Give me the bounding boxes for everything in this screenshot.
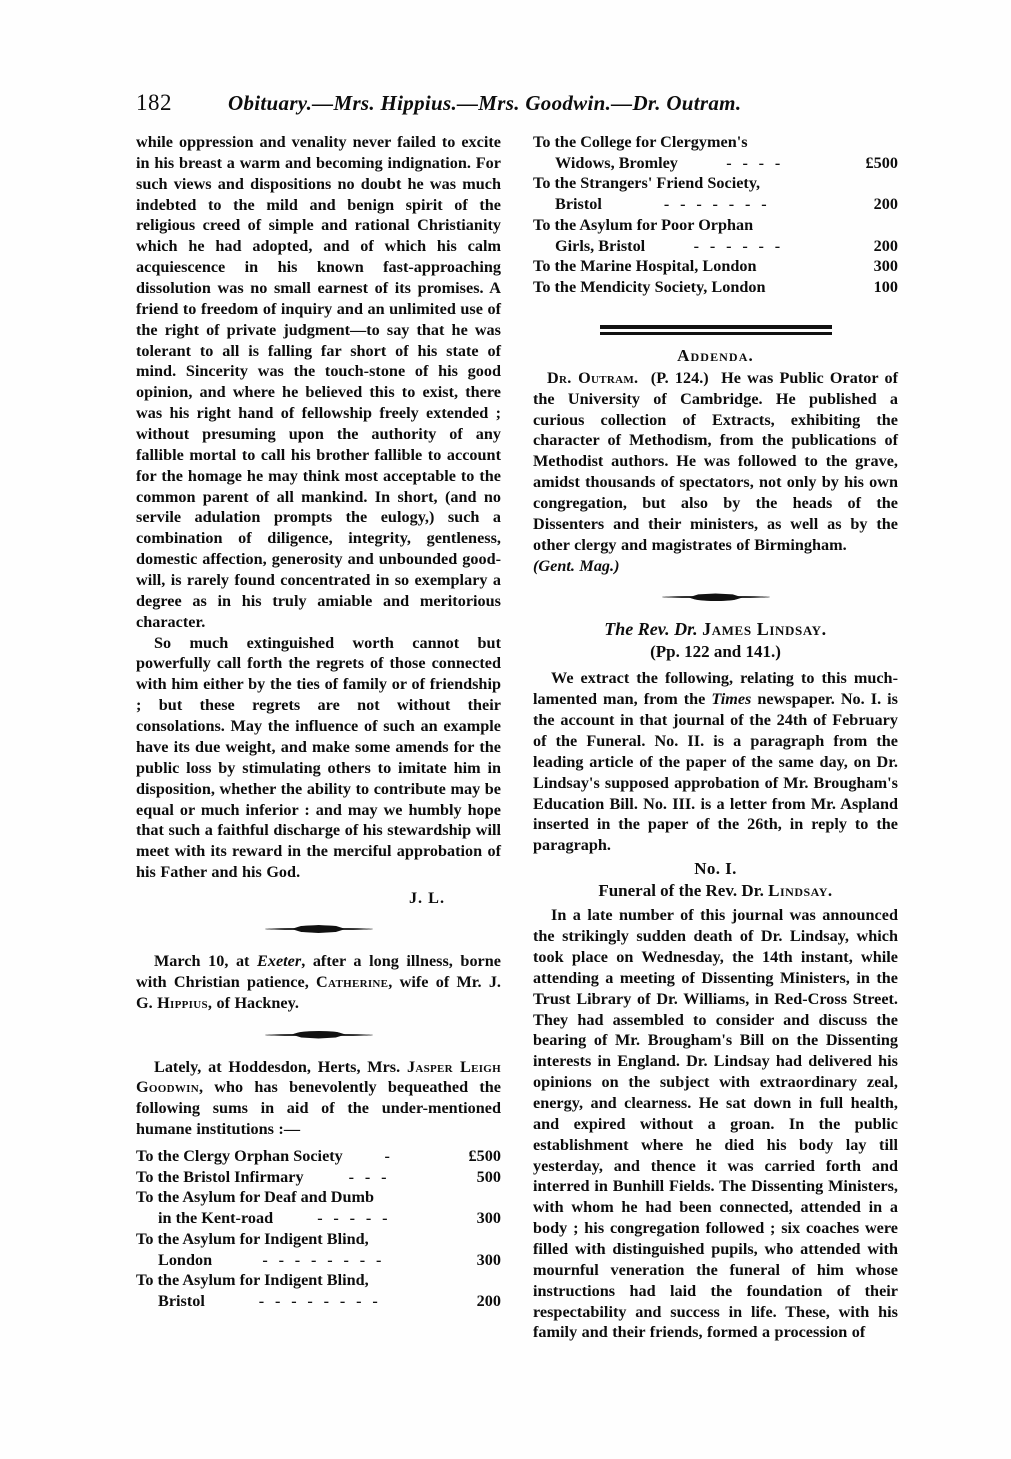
lindsay-heading-prefix: The Rev. Dr.	[604, 619, 698, 640]
bequest-row	[533, 256, 898, 277]
bequest-amount: £500	[468, 1146, 501, 1165]
bequest-leader: - - - -	[726, 153, 784, 172]
goodwin-text-before: Lately, at Hoddesdon, Herts, Mrs.	[154, 1057, 407, 1076]
bequest-row	[533, 132, 898, 153]
funeral-title-prefix: Funeral of the Rev. Dr.	[598, 881, 769, 901]
spacer	[533, 298, 898, 308]
entry-goodwin	[136, 1057, 501, 1140]
bequest-row	[533, 215, 898, 236]
bequest-leader: - - - - - -	[693, 236, 784, 255]
bequest-row-continuation	[136, 1208, 501, 1229]
bequest-label: To the Asylum for Deaf and Dumb	[136, 1188, 375, 1207]
page-folio: 182	[136, 90, 172, 115]
lindsay-heading-name: James Lindsay.	[702, 619, 827, 640]
right-column	[533, 132, 898, 1343]
bequest-row-continuation	[533, 153, 898, 174]
bequest-label-continuation: Widows, Bromley	[555, 153, 678, 172]
bequest-label: To the Asylum for Indigent Blind,	[136, 1229, 369, 1248]
ornament-divider-1	[136, 917, 501, 943]
bequest-label: To the Clergy Orphan Society	[136, 1146, 343, 1165]
bequest-amount: 200	[873, 236, 898, 255]
bequest-amount: 300	[873, 257, 898, 276]
lindsay-intro-italic: Times	[711, 690, 752, 709]
bequest-leader: - - - - -	[317, 1209, 391, 1228]
paragraph-obituary-continued: while oppression and venality never failed to excite in his breast a warm and becoming indignation. For such views and dispositions no doubt he was much indebted to the mild and benign spirit of the religious creed of simple and rational Christianity which he had adopted, and of which his calm acquiescence in his known fast-approaching dissolution was no small earnest of its promises. A friend to freedom of inquiry and an unlimited use of the right of private judgment—to say that he was tolerant to all is falling far short of his state of mind. Sincerity was the touch-stone of his good opinion, and where he believed this to exist, there was his right hand of fellowship freely extended ; without presuming upon the authority of any fallible mortal to call his brother fallible to account for the homage he may think most acceptable to the common parent of all mankind. In short, (and no servile adulation prompts the eulogy,) such a combination of diligence, integrity, gentleness, domestic affection, generosity and unbounded good-will, is rarely found concentrated in so exemplary a degree as in his truly amiable and meritorious character.	[136, 133, 501, 631]
rule-divider-double	[533, 318, 898, 342]
bequest-row-continuation	[136, 1250, 501, 1271]
bequest-row	[533, 173, 898, 194]
bequest-label: To the Mendicity Society, London	[533, 278, 766, 297]
hippius-text-middle: , after a long illness, borne with Christian patience,	[136, 951, 501, 991]
bequest-amount: 200	[476, 1292, 501, 1311]
entry-hippius	[136, 951, 501, 1014]
addenda-lead-ref: (P. 124.)	[650, 368, 709, 387]
addenda-lead-name: Dr. Outram.	[547, 368, 639, 387]
bequest-row-continuation	[136, 1291, 501, 1312]
goodwin-text-after: , who has benevolently bequeathed the following sums in aid of the under-mentioned humane institutions :—	[136, 1078, 501, 1139]
goodwin-name: Jasper Leigh Goodwin	[136, 1057, 502, 1097]
bequest-label-continuation: Bristol	[158, 1292, 205, 1311]
addenda-source: (Gent. Mag.)	[533, 556, 620, 575]
bequest-row	[136, 1270, 501, 1291]
left-column	[136, 132, 501, 1343]
bequest-row	[136, 1187, 501, 1208]
funeral-title-name: Lindsay.	[768, 881, 833, 901]
lindsay-heading-pages: (Pp. 122 and 141.)	[650, 642, 781, 662]
ornament-divider-3	[533, 585, 898, 611]
bequest-amount: 100	[873, 278, 898, 297]
bequest-leader: - - - - - - - -	[258, 1292, 382, 1311]
bequest-row	[136, 1229, 501, 1250]
bequest-label: To the Strangers' Friend Society,	[533, 174, 761, 193]
hippius-text-after-name: , wife of Mr. J. G.	[136, 972, 501, 1012]
bequest-label-continuation: in the Kent-road	[158, 1209, 274, 1228]
bequest-leader: - - - - - - -	[663, 195, 771, 214]
bequest-amount: 500	[476, 1167, 501, 1186]
hippius-text-before: March 10, at	[154, 951, 258, 970]
bequest-label-continuation: London	[158, 1250, 213, 1269]
bequest-leader: - - - - - - - -	[262, 1250, 385, 1269]
bequest-amount: 300	[476, 1250, 501, 1269]
bequest-label: To the Bristol Infirmary	[136, 1167, 304, 1186]
lindsay-intro-part2: newspaper. No. I. is the account in that journal of the 24th of February of the Funeral. No. II. is a paragraph from the leading article of the paper of the same day, on Dr. Lindsay's supposed approbation of Mr. Brougham's Education Bill. No. III. is a letter from Mr. Aspland inserted in the paper of the 26th, in reply to the paragraph.	[533, 690, 899, 855]
heading-section-number: No. I.	[694, 859, 737, 879]
paragraph-lindsay-intro	[533, 668, 898, 856]
heading-funeral-lindsay	[533, 881, 898, 901]
bequest-list-left	[136, 1146, 501, 1312]
heading-lindsay	[533, 619, 898, 640]
addenda-body: He was Public Orator of the University of Cambridge. He published a curious collection of Extracts, exhibiting the character of Methodism, from the publications of Methodist authors. He was followed to the grave, amidst thousands of spectators, not only by his own congregation, but also by the heads of the Dissenters and their ministers, as well as by the other clergy and magistrates of Birmingham.	[533, 368, 899, 554]
bequest-label-continuation: Bristol	[555, 195, 602, 214]
bequest-list-right	[533, 132, 898, 298]
bequest-leader: -	[384, 1146, 394, 1165]
hippius-place: Exeter	[257, 951, 302, 970]
running-head	[136, 90, 896, 120]
paragraph-extinguished-worth: So much extinguished worth cannot but powerfully call forth the regrets of those connected with him either by the ties of family or of friendship ; but these regrets are not without their consolations. May the influence of such an example have its due weight, and make some amends for the public loss by stimulating others to imitate him in disposition, whether the ability to contribute may be equal or much inferior : and may we humbly hope that such a faithful discharge of his stewardship will meet with its reward in the merciful approbation of his Father and his God.	[136, 633, 501, 882]
bequest-amount: 300	[476, 1209, 501, 1228]
bequest-label: To the College for Clergymen's	[533, 133, 748, 151]
bequest-row	[136, 1167, 501, 1188]
bequest-amount: £500	[865, 153, 898, 172]
paragraph-funeral-body: In a late number of this journal was announced the strikingly sudden death of Dr. Lindsay, which took place on Wednesday, the 14th instant, while attending a meeting of Dissenting Ministers, in the Trust Library of Dr. Williams, in Red-Cross Street. They had assembled to consider and discuss the bearing of Mr. Brougham's Bill on the Dissenting interests in England. Dr. Lindsay had delivered his opinions on the subject with extraordinary zeal, energy, and clearness. He sat down in full health, and expired without a groan. In the public establishment where he died his body lay till yesterday, and thence it was carried forth and interred in Bunhill Fields. The Dissenting Ministers, with whom he had been connected, attended in a body ; his congregation followed ; six coaches were filled with distinguished pupils, who attended with mournful veneration the funeral of him whose instructions had laid the foundation of their respectability and success in life. These, with his family and their friends, formed a procession of	[533, 906, 898, 1342]
bequest-leader: - - -	[348, 1167, 390, 1186]
hippius-name-surname: Hippius	[157, 993, 208, 1012]
bequest-row	[136, 1146, 501, 1167]
bequest-label: To the Asylum for Poor Orphan	[533, 215, 754, 234]
bequest-row	[533, 277, 898, 298]
bequest-label-continuation: Girls, Bristol	[555, 236, 646, 255]
bequest-row-continuation	[533, 194, 898, 215]
bequest-amount: 200	[873, 195, 898, 214]
hippius-name-catherine: Catherine	[316, 972, 389, 991]
signature-initials: J. L.	[408, 888, 445, 907]
hippius-text-end: , of Hackney.	[207, 993, 299, 1012]
bequest-label: To the Asylum for Indigent Blind,	[136, 1271, 369, 1290]
running-head-title: Obituary.—Mrs. Hippius.—Mrs. Goodwin.—Dr. Outram.	[228, 91, 742, 115]
lindsay-intro-part1: We extract the following, relating to this much-lamented man, from the	[533, 669, 898, 709]
ornament-divider-2	[136, 1023, 501, 1049]
bequest-label: To the Marine Hospital, London	[533, 257, 757, 276]
body-columns	[136, 132, 898, 1343]
heading-addenda: Addenda.	[677, 345, 754, 365]
bequest-row-continuation	[533, 236, 898, 257]
paragraph-addenda-outram	[533, 368, 898, 577]
